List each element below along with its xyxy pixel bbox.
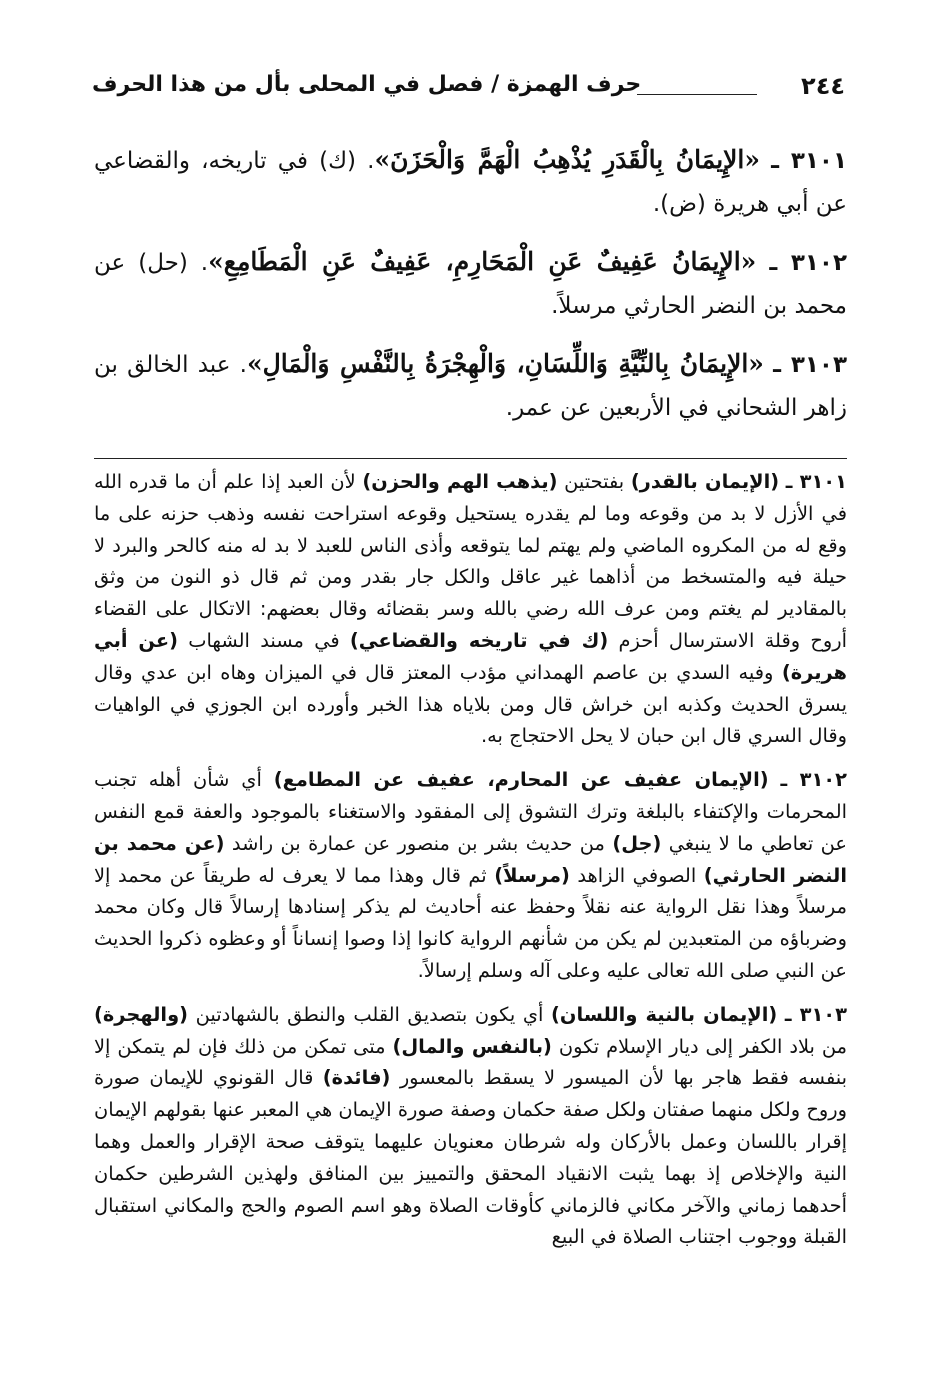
page-number: ٢٤٤ xyxy=(801,72,845,100)
commentary-text: أي شأن أهله تجنب المحرمات والإكتفاء بالبلغة وترك التشوق إلى المفقود والاستغناء بالموجود والعفة قمع النفس عن تعاطي ما لا ينبغي xyxy=(94,768,848,855)
running-header xyxy=(92,70,847,104)
commentary-text: أي يكون بتصديق القلب والنطق بالشهادتين xyxy=(188,1002,552,1026)
commentary-quote: (بالنفس والمال) xyxy=(392,1034,552,1058)
commentary-text: قال القونوي للإيمان صورة وروح ولكل منهما صفتان ولكل صفة حكمان وصفة صورة الإيمان هي المعبر عنها بقولهم الإيمان إقرار باللسان وعمل بالأركان وله شرطان معنويان عليهما يتوقف صحة الإقرار والعمل وهما النية والإخلاص إذ بهما يثبت الانقياد المحقق والتمييز بين المنافق ولهذين الشرطين حكمان أحدهما زماني والآخر مكاني فالزماني كأوقات الصلاة وهو اسم الصوم والحج والمكاني استقبال القبلة ووجوب اجتناب الصلاة في البيع xyxy=(94,1066,847,1249)
commentary-number: ٣١٠٣ ـ xyxy=(784,1002,847,1026)
hadith-entry xyxy=(94,138,847,226)
hadith-entry xyxy=(94,240,847,328)
commentary-quote: (جل) xyxy=(612,831,662,855)
commentary-entry xyxy=(94,999,847,1253)
commentary-section xyxy=(94,466,847,1265)
commentary-text: الصوفي الزاهد xyxy=(569,863,704,887)
commentary-quote: (ك في تاريخه والقضاعي) xyxy=(349,628,609,652)
commentary-text: وفيه السدي بن عاصم الهمداني مؤدب المعتز قال في الميزان وهاه ابن عدي وقال يسرق الحديث وكذبه ابن خراش قال ومن بلاياه هذا الخبر وأورده ابن الجوزي في الواهيات وقال السري قال ابن حبان لا يحل الاحتجاج به. xyxy=(94,660,847,748)
commentary-text: ثم قال وهذا مما لا يعرف له طريقاً عن محمد إلا مرسلاً وهذا نقل الرواية عنه نقلاً وحفظ عنه أحاديث لم يذكر إسنادها إرسالاً قال وكان محمد وضرباؤه من المتعبدين لم يكن من شأنهم الرواية كانوا إذا وصوا إنساناً أو وعظوه ذكروا الحديث عن النبي صلى الله تعالى عليه وعلى آله وسلم إرسالاً. xyxy=(94,863,847,982)
commentary-quote: (يذهب الهم والحزن) xyxy=(362,470,558,493)
hadith-number: ٣١٠١ ـ xyxy=(771,148,848,174)
commentary-quote: (والهجرة) xyxy=(94,1002,188,1026)
hadith-text: «الإِيمَانُ بِالْقَدَرِ يُذْهِبُ الْهَمَّ وَالْحَزَنَ» xyxy=(374,145,760,174)
commentary-quote: (الإيمان بالقدر) xyxy=(630,470,780,493)
hadith-entry xyxy=(94,342,847,430)
hadith-section xyxy=(94,138,847,444)
commentary-number: ٣١٠١ ـ xyxy=(785,470,847,493)
commentary-text: في مسند الشهاب xyxy=(177,628,350,652)
hadith-number: ٣١٠٣ ـ xyxy=(773,352,848,378)
commentary-quote: (مرسلاً) xyxy=(494,863,570,887)
chapter-title: حرف الهمزة / فصل في المحلى بأل من هذا الحرف xyxy=(92,72,642,97)
commentary-quote: (الإيمان عفيف عن المحارم، عفيف عن المطامع) xyxy=(273,768,769,792)
commentary-text: من بلاد الكفر إلى ديار الإسلام تكون xyxy=(551,1034,848,1058)
commentary-entry xyxy=(94,466,847,752)
commentary-quote: (فائدة) xyxy=(322,1066,391,1090)
commentary-quote: (عن أبي هريرة) xyxy=(94,628,847,684)
commentary-number: ٣١٠٢ ـ xyxy=(780,768,847,792)
hadith-text: «الإِيمَانُ بِالنِّيَّةِ وَاللِّسَانِ، وَالْهِجْرَةُ بِالنَّفْسِ وَالْمَالِ» xyxy=(246,349,764,378)
commentary-entry xyxy=(94,764,847,987)
commentary-text: من حديث بشر بن منصور عن عمارة بن راشد xyxy=(224,831,613,855)
footnote-divider xyxy=(94,458,847,459)
hadith-text: «الإِيمَانُ عَفِيفٌ عَنِ الْمَحَارِمِ، عَفِيفٌ عَنِ الْمَطَامِعِ» xyxy=(208,247,757,276)
hadith-source: . عبد الخالق بن زاهر الشحاني في الأربعين عن عمر. xyxy=(94,352,847,421)
commentary-quote: (عن محمد بن النضر الحارثي) xyxy=(94,831,847,887)
hadith-number: ٣١٠٢ ـ xyxy=(769,250,848,276)
commentary-text: متى تمكن من ذلك فإن لم يتمكن إلا بنفسه فقط هاجر بها لأن الميسور لا يسقط بالمعسور xyxy=(94,1034,847,1090)
commentary-text: بفتحتين xyxy=(557,470,631,493)
hadith-source: . (حل) عن محمد بن النضر الحارثي مرسلاً. xyxy=(94,250,847,319)
hadith-source: . (ك) في تاريخه، والقضاعي عن أبي هريرة (ض). xyxy=(94,148,847,217)
commentary-quote: (الإيمان بالنية واللسان) xyxy=(551,1002,778,1026)
commentary-text: لأن العبد إذا علم أن ما قدره الله في الأزل لا بد من وقوعه وما لم يقدره يستحيل وقوعه استراحت نفسه وذهب حزنه على ما وقع له من المكروه الماضي ولم يهتم لما يتوقعه وأذى الناس للعبد لا بد له منه كالحر والبرد لا حيلة فيه والمتسخط من أذاهما غير عاقل والكل جار بقدر ومن ثم قال ذو النون من وثق بالمقادير لم يغتم ومن عرف الله رضي بالله وسر بقضائه وقال بعضهم: الاتكال على القضاء أروح وقلة الاسترسال أحزم xyxy=(94,470,847,652)
header-rule xyxy=(637,94,757,95)
